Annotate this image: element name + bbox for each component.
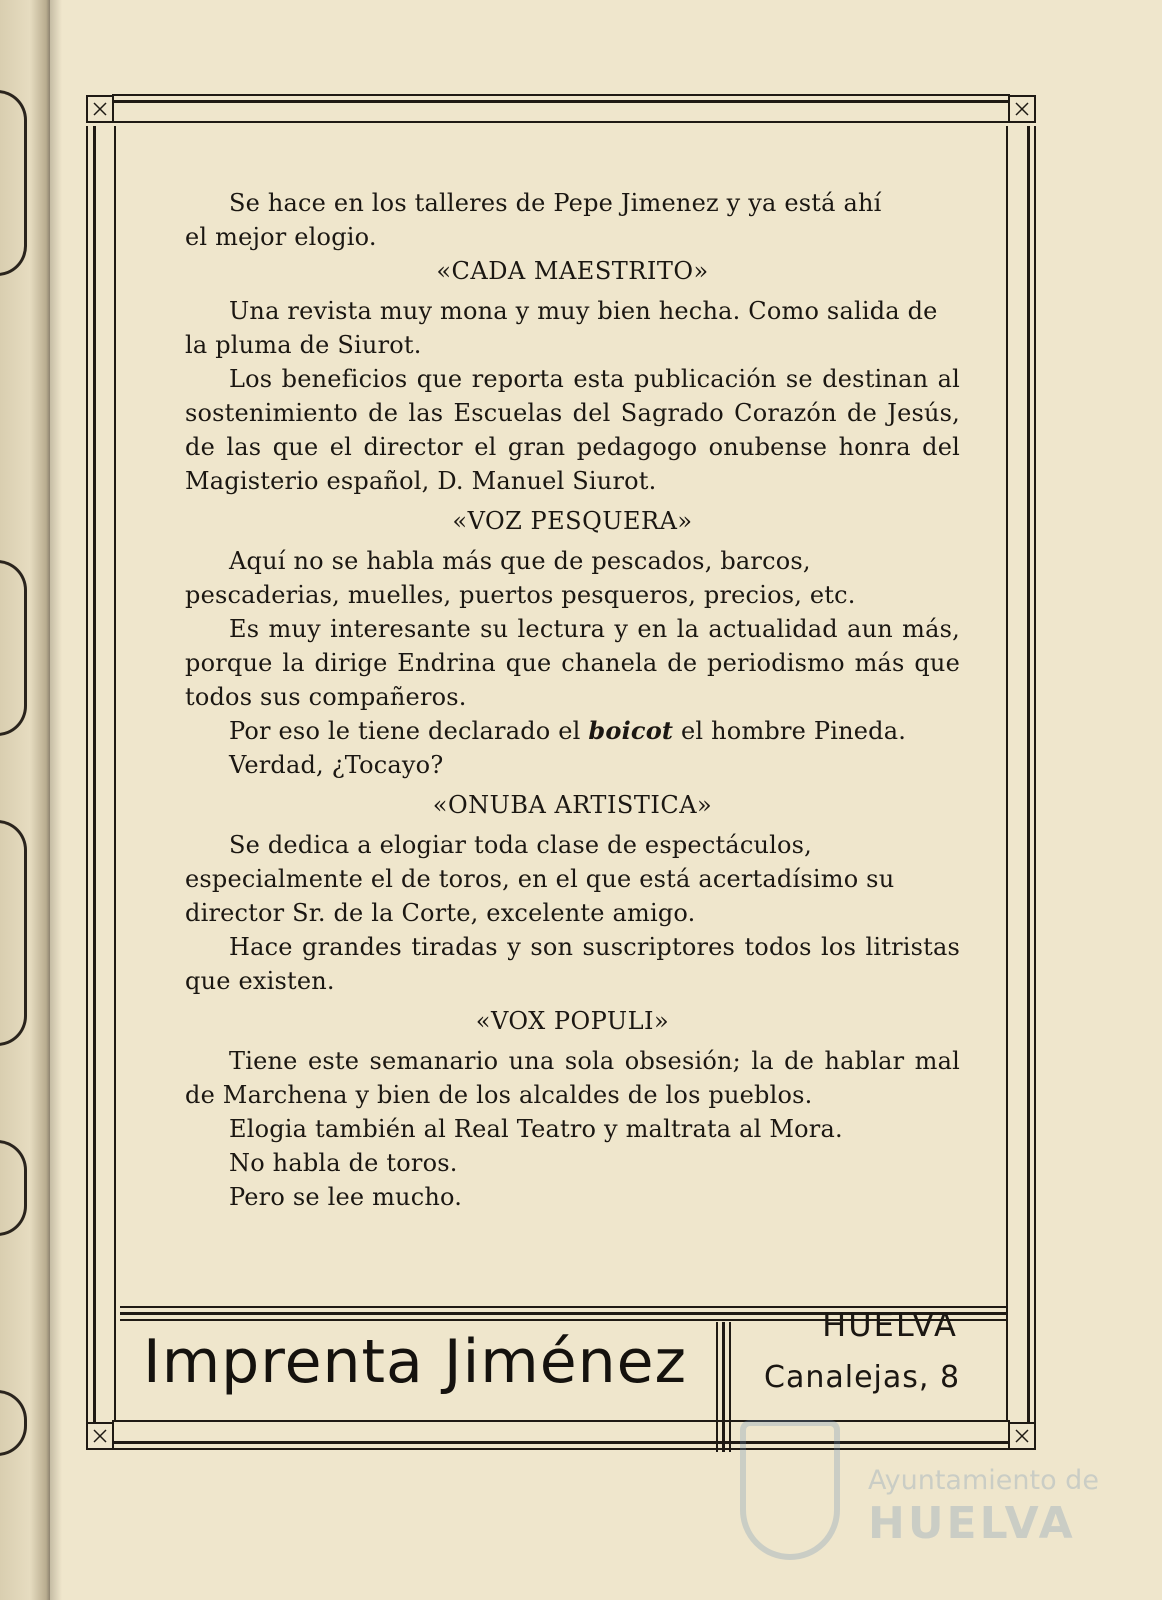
page-fold-shadow (50, 0, 62, 1600)
binding-ornament (0, 560, 27, 736)
section-heading-vox-populi: «VOX POPULI» (475, 1007, 670, 1035)
intro-line: Se hace en los talleres de Pepe Jimenez y ya está ahí (229, 189, 882, 217)
advertiser-name: Imprenta Jiménez (143, 1327, 688, 1397)
paragraph: Una revista muy mona y muy bien hecha. Como salida de la pluma de Siurot. (185, 297, 938, 359)
book-binding (0, 0, 50, 1600)
paragraph: Los beneficios que reporta esta publicación se destinan al sostenimiento de las Escuelas del Sagrado Corazón de Jesús, de las que el director el gran pedagogo onubense honra del Magisterio español, D. Manuel Siurot. (185, 365, 960, 495)
paragraph: Pero se lee mucho. (229, 1183, 463, 1211)
binding-ornament (0, 90, 27, 276)
paragraph: Verdad, ¿Tocayo? (229, 751, 444, 779)
watermark-line-2: HUELVA (868, 1498, 1076, 1549)
binding-ornament (0, 1390, 27, 1456)
emphasis-word: boicot (588, 716, 674, 745)
binding-ornament (0, 1140, 27, 1236)
intro-line: el mejor elogio. (185, 223, 377, 251)
paragraph: Se dedica a elogiar toda clase de espectáculos, especialmente el de toros, en el que está acertadísimo su director Sr. de la Corte, excelente amigo. (185, 831, 895, 927)
paragraph-text: el hombre Pineda. (673, 717, 907, 745)
coat-of-arms-icon (740, 1420, 840, 1560)
section-heading-onuba-artistica: «ONUBA ARTISTICA» (432, 791, 713, 819)
corner-ornament-icon (86, 95, 114, 123)
paragraph-text: Por eso le tiene declarado el (229, 717, 589, 745)
section-heading-voz-pesquera: «VOZ PESQUERA» (452, 507, 693, 535)
paragraph (185, 714, 960, 748)
corner-ornament-icon (1008, 95, 1036, 123)
corner-ornament-icon (86, 1422, 114, 1450)
section-heading-cada-maestrito: «CADA MAESTRITO» (436, 257, 709, 285)
watermark-line-1: Ayuntamiento de (868, 1465, 1099, 1496)
paragraph: Elogia también al Real Teatro y maltrata al Mora. (229, 1115, 843, 1143)
archive-watermark (740, 1420, 1100, 1570)
paragraph: Aquí no se habla más que de pescados, barcos, pescaderias, muelles, puertos pesqueros, precios, etc. (185, 547, 856, 609)
paragraph: Hace grandes tiradas y son suscriptores todos los litristas que existen. (185, 933, 960, 995)
paragraph: Tiene este semanario una sola obsesión; la de hablar mal de Marchena y bien de los alcaldes de los pueblos. (185, 1047, 960, 1109)
binding-ornament (0, 820, 27, 1046)
article-body (185, 186, 960, 1214)
paragraph: Es muy interesante su lectura y en la actualidad aun más, porque la dirige Endrina que chanela de periodismo más que todos sus compañeros. (185, 615, 960, 711)
paragraph: No habla de toros. (229, 1149, 458, 1177)
advertiser-city: HUELVA (822, 1306, 958, 1344)
advertiser-address: Canalejas, 8 (764, 1360, 961, 1395)
